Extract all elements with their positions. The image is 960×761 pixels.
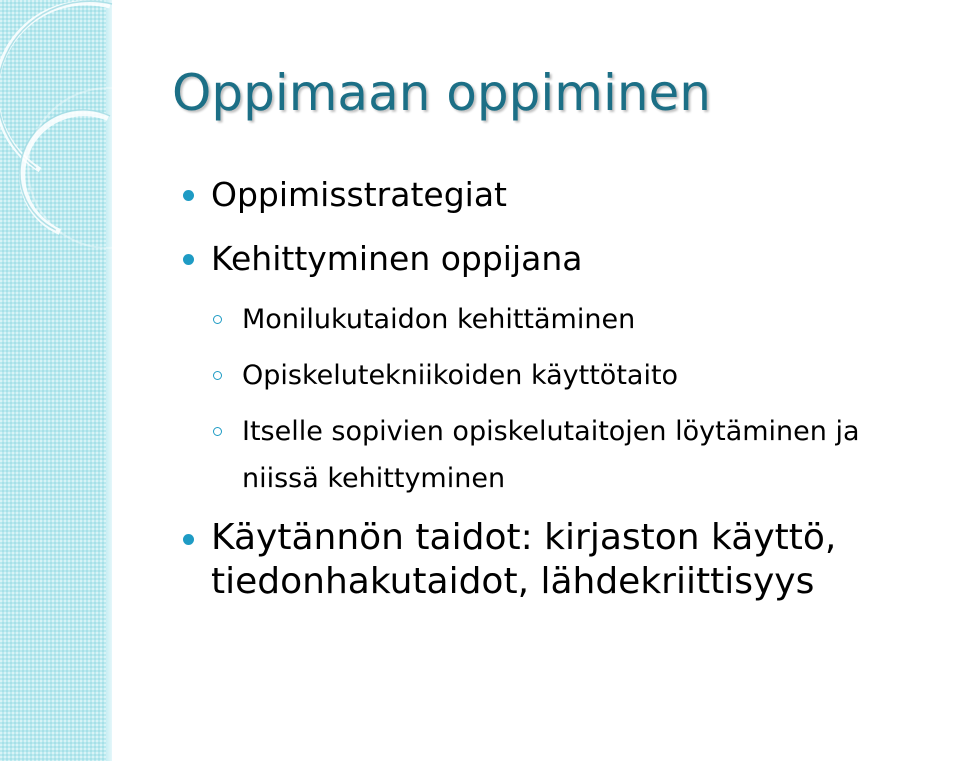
filled-bullet-icon xyxy=(183,190,194,201)
bullet-text-line-2: tiedonhakutaidot, lähdekriittisyys xyxy=(211,561,815,602)
sub-bullet-text-line-2: niissä kehittyminen xyxy=(242,463,506,494)
bullet-text-line-1: Käytännön taidot: kirjaston käyttö, xyxy=(211,517,837,558)
bullet-item-kaytannon-taidot xyxy=(183,516,836,604)
slide-title: Oppimaan oppiminen xyxy=(172,64,711,122)
sub-bullet-text: Monilukutaidon kehittäminen xyxy=(242,304,636,335)
sub-bullet-text-line-1: Itselle sopivien opiskelutaitojen löytäminen ja xyxy=(242,416,860,447)
bullet-text-block xyxy=(211,516,836,604)
sub-bullet-item-opiskelutekniikat xyxy=(213,352,678,399)
bullet-item-oppimisstrategiat xyxy=(183,174,507,216)
hollow-bullet-icon xyxy=(213,315,222,324)
hollow-bullet-icon xyxy=(213,371,222,380)
decorative-arcs-icon xyxy=(0,0,140,260)
sub-bullet-text: Opiskelutekniikoiden käyttötaito xyxy=(242,360,679,391)
bullet-text: Oppimisstrategiat xyxy=(211,175,507,214)
sub-bullet-item-monilukutaito xyxy=(213,296,635,343)
filled-bullet-icon xyxy=(183,534,194,545)
bullet-text: Kehittyminen oppijana xyxy=(211,239,583,278)
hollow-bullet-icon xyxy=(213,427,222,436)
bullet-item-kehittyminen-oppijana xyxy=(183,238,583,280)
filled-bullet-icon xyxy=(183,254,194,265)
sub-bullet-text-block xyxy=(242,408,860,502)
sub-bullet-item-opiskelutaidot xyxy=(213,408,860,502)
